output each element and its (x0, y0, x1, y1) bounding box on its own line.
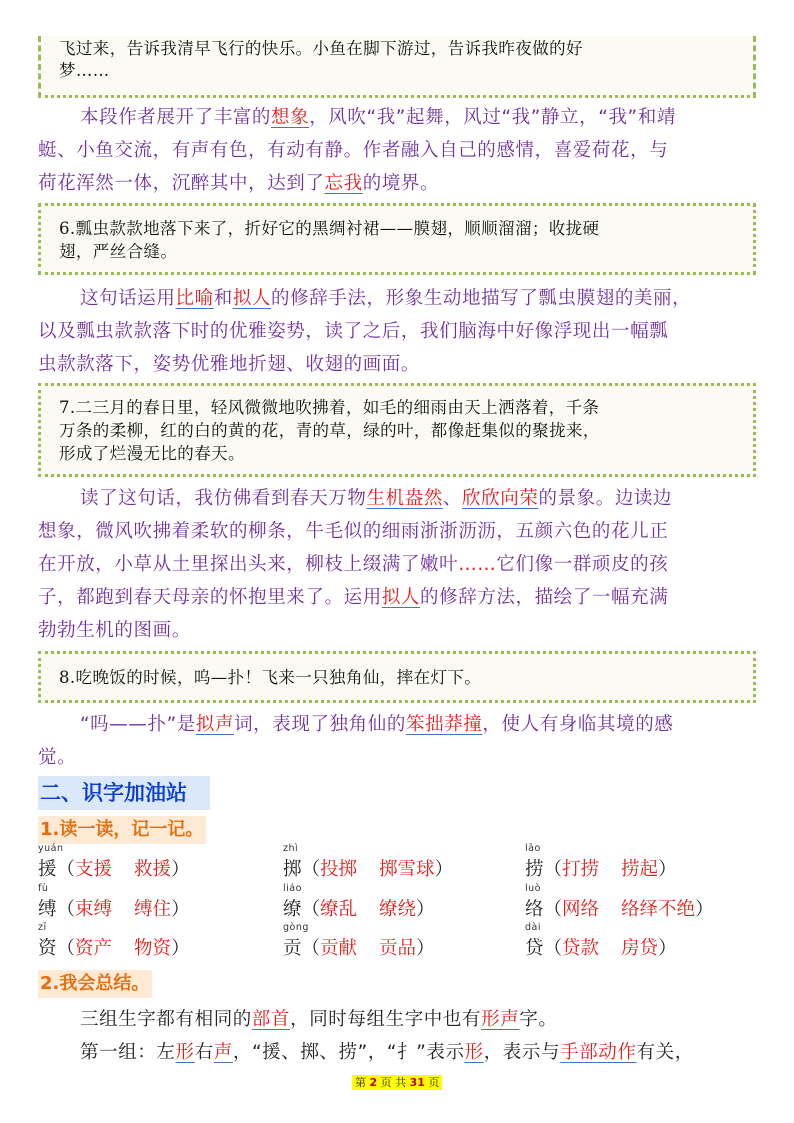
quote-line: 形成了烂漫无比的春天。 (59, 444, 245, 463)
paren: （ (56, 938, 76, 959)
pinyin: yuán (38, 843, 64, 854)
analysis-paragraph-7 (38, 482, 756, 647)
paren: （ (543, 938, 563, 959)
text: 第 (355, 1076, 370, 1089)
character: 贡 (283, 938, 302, 959)
keyword: 想象 (271, 107, 310, 128)
word: 房贷 (621, 938, 659, 959)
text: 以及瓢虫款款落下时的优雅姿势，读了之后，我们脑海中好像浮现出一幅瓢 (38, 321, 669, 342)
paren: ） (416, 938, 435, 959)
character-entry (283, 855, 453, 881)
word: 贡献 (320, 938, 358, 959)
character: 缭 (283, 899, 302, 920)
word: 缭绕 (379, 899, 417, 920)
text: ，同时每组生字中也有 (290, 1009, 482, 1030)
text: 第一组：左 (80, 1042, 176, 1063)
quote-box-5 (38, 36, 756, 98)
quote-line: 6.瓢虫款款地落下来了，折好它的黑绸衬裙——膜翅，顺顺溜溜；收拢硬 (59, 219, 600, 238)
text: 勃勃生机的图画。 (38, 620, 191, 641)
word: 贡品 (379, 938, 417, 959)
paren: ） (695, 899, 714, 920)
paren: ） (658, 859, 677, 880)
quote-line: 梦…… (59, 61, 110, 80)
word: 支援 (75, 859, 113, 880)
keyword: 生机盎然 (366, 488, 443, 509)
character-entry (38, 934, 190, 960)
keyword: 形声 (481, 1009, 520, 1030)
pinyin: zī (38, 922, 47, 933)
analysis-paragraph-5 (38, 101, 756, 200)
text: 想象，微风吹拂着柔软的柳条，牛毛似的细雨浙浙沥沥，五颜六色的花儿正 (38, 521, 669, 542)
quote-box-6 (38, 203, 756, 275)
keyword: 忘我 (324, 173, 363, 194)
word: 物资 (134, 938, 172, 959)
quote-line: 翅，严丝合缝。 (59, 242, 178, 261)
text: 蜓、小鱼交流，有声有色，有动有静。作者融入自己的感情，喜爱荷花，与 (38, 140, 669, 161)
character-entry (525, 934, 677, 960)
text: 和 (213, 288, 233, 309)
quote-line: 万条的柔柳，红的白的黄的花，青的草，绿的叶，都像赶集似的聚拢来， (59, 421, 600, 440)
text: 荷花浑然一体，沉醉其中，达到了 (38, 173, 325, 194)
pinyin: lāo (525, 843, 541, 854)
character: 捞 (525, 859, 544, 880)
text: 的修辞方法，描绘了一幅充满 (420, 587, 669, 608)
word: 投掷 (320, 859, 358, 880)
text: ，“援、掷、捞”，“扌”表示 (232, 1042, 465, 1063)
character: 掷 (283, 859, 302, 880)
text: 、 (442, 488, 463, 509)
word: 资产 (75, 938, 113, 959)
paren: （ (301, 938, 321, 959)
word: 捞起 (621, 859, 659, 880)
text: 三组生字都有相同的 (80, 1009, 252, 1030)
character: 贷 (525, 938, 544, 959)
character-entry (283, 934, 435, 960)
character-entry (525, 855, 677, 881)
keyword: 笨拙莽撞 (405, 714, 483, 735)
word: 打捞 (562, 859, 600, 880)
character: 资 (38, 938, 57, 959)
page-total: 31 (409, 1076, 425, 1089)
subsection-title-2: 2.我会总结。 (38, 970, 152, 998)
paren: （ (301, 859, 321, 880)
keyword: 比喻 (175, 288, 214, 309)
page-number: 2 (369, 1076, 378, 1089)
quote-box-7 (38, 383, 756, 477)
keyword: 拟人 (381, 587, 421, 608)
summary-paragraph (38, 1003, 756, 1069)
ellipsis: …… (458, 554, 497, 575)
pinyin: dài (525, 922, 541, 933)
paren: ） (171, 938, 190, 959)
character-entry (283, 895, 435, 921)
word: 网络 (562, 899, 600, 920)
word: 缭乱 (320, 899, 358, 920)
keyword: 部首 (251, 1009, 291, 1030)
word: 束缚 (75, 899, 113, 920)
paren: （ (56, 899, 76, 920)
paren: ） (171, 859, 190, 880)
paren: （ (543, 859, 563, 880)
text: 的景象。边读边 (538, 488, 673, 509)
text: ，表示与 (483, 1042, 561, 1063)
section-title: 二、识字加油站 (38, 776, 210, 810)
text: 读了这句话，我仿佛看到春天万物 (80, 488, 367, 509)
text: ，使人有身临其境的感 (482, 714, 674, 735)
pinyin: zhì (283, 843, 299, 854)
text: 的境界。 (362, 173, 440, 194)
keyword: 声 (213, 1042, 233, 1063)
pinyin: liáo (283, 883, 302, 894)
paren: （ (56, 859, 76, 880)
paren: ） (658, 938, 677, 959)
text: 在开放，小草从土里探出头来，柳枝上缀满了嫩叶 (38, 554, 459, 575)
character-entry (38, 855, 190, 881)
character: 络 (525, 899, 544, 920)
text: 子，都跑到春天母亲的怀抱里来了。运用 (38, 587, 382, 608)
page-footer (352, 1075, 442, 1090)
text: 词，表现了独角仙的 (234, 714, 406, 735)
pinyin: gòng (283, 922, 309, 933)
word: 贷款 (562, 938, 600, 959)
text: 虫款款落下，姿势优雅地折翅、收翅的画面。 (38, 354, 421, 375)
keyword: 拟人 (232, 288, 272, 309)
keyword: 手部动作 (560, 1042, 637, 1063)
analysis-paragraph-6 (38, 282, 756, 381)
quote-box-8 (38, 651, 756, 703)
character: 援 (38, 859, 57, 880)
character-entry (525, 895, 714, 921)
keyword: 欣欣向荣 (462, 488, 539, 509)
paren: （ (301, 899, 321, 920)
quote-line: 飞过来，告诉我清早飞行的快乐。小鱼在脚下游过，告诉我昨夜做的好 (59, 39, 583, 58)
text: 的修辞手法，形象生动地描写了瓢虫膜翅的美丽， (271, 288, 692, 309)
text: 右 (194, 1042, 214, 1063)
text: 字。 (519, 1009, 558, 1030)
keyword: 形 (175, 1042, 195, 1063)
text: 它们像一群顽皮的孩 (496, 554, 669, 575)
word: 救援 (134, 859, 172, 880)
pinyin: luò (525, 883, 541, 894)
subsection-title-1: 1.读一读，记一记。 (38, 816, 206, 844)
keyword: 形 (464, 1042, 484, 1063)
quote-line: 8.吃晚饭的时候，呜—扑！飞来一只独角仙，摔在灯下。 (59, 668, 482, 687)
quote-line: 7.二三月的春日里，轻风微微地吹拂着，如毛的细雨由天上洒落着，千条 (59, 398, 600, 417)
pinyin: fù (38, 883, 49, 894)
text: 页 共 (377, 1076, 410, 1089)
text: ，风吹“我”起舞，风过“我”静立，“我”和靖 (309, 107, 676, 128)
paren: （ (543, 899, 563, 920)
character: 缚 (38, 899, 57, 920)
text: 本段作者展开了丰富的 (80, 107, 272, 128)
keyword: 拟声 (195, 714, 235, 735)
text: 觉。 (38, 747, 77, 768)
text: “吗——扑”是 (80, 714, 196, 735)
analysis-paragraph-8 (38, 708, 756, 774)
paren: ） (434, 859, 454, 880)
word: 缚住 (134, 899, 172, 920)
text: 有关， (636, 1042, 694, 1063)
paren: ） (171, 899, 190, 920)
word: 掷雪球 (379, 859, 435, 880)
text: 页 (424, 1076, 440, 1089)
character-entry (38, 895, 190, 921)
paren: ） (416, 899, 435, 920)
word: 络绎不绝 (621, 899, 696, 920)
text: 这句话运用 (80, 288, 176, 309)
